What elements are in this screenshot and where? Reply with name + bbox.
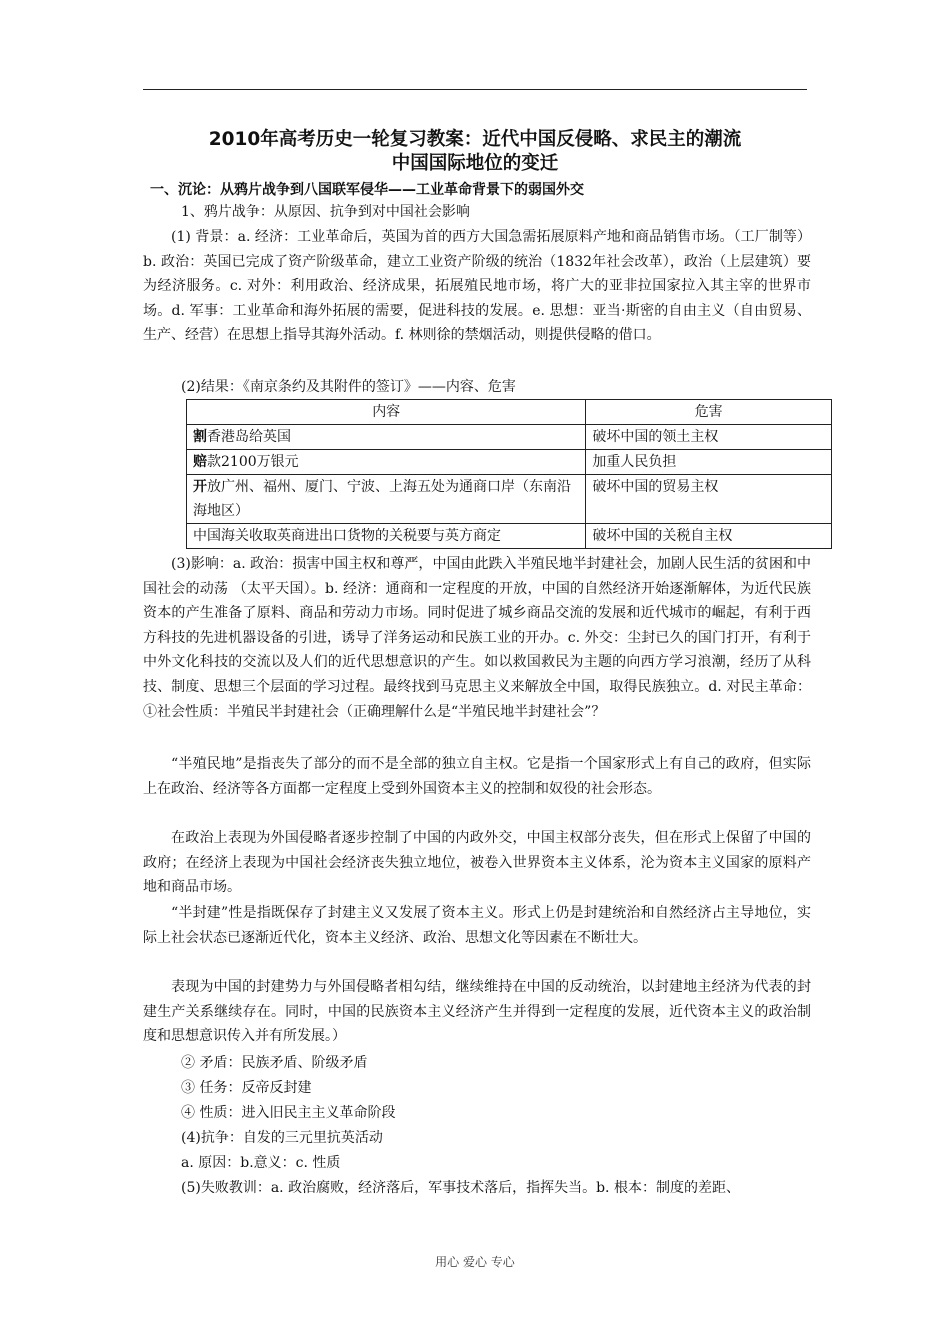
cell-lead-char: 割 <box>193 429 207 445</box>
lessons-line: (5)失败教训：a. 政治腐败，经济落后，军事技术落后，指挥失当。b. 根本：制度的差距、 <box>181 1180 740 1196</box>
struggle-heading: (4)抗争：自发的三元里抗英活动 <box>181 1130 383 1146</box>
column-header-content: 内容 <box>187 400 586 425</box>
table-cell-content: 中国海关收取英商进出口货物的关税要与英方商定 <box>187 524 586 549</box>
page-footer: 用心 爱心 专心 <box>435 1255 515 1269</box>
politics-paragraph: 在政治上表现为外国侵略者逐步控制了中国的内政外交，中国主权部分丧失，但在形式上保留了中国的政府；在经济上表现为中国社会经济丧失独立地位，被卷入世界资本主义体系，沦为资本主义国家的原料产地和商品市场。 <box>143 830 811 896</box>
table-row <box>187 425 832 450</box>
result-heading: (2)结果：《南京条约及其附件的签订》——内容、危害 <box>181 379 516 395</box>
item-contradiction: ② 矛盾：民族矛盾、阶级矛盾 <box>181 1055 368 1071</box>
table-row <box>187 450 832 475</box>
cell-lead-char: 赔 <box>193 454 207 470</box>
doc-title-line1: 2010年高考历史一轮复习教案：近代中国反侵略、求民主的潮流 <box>208 129 742 150</box>
header-rule <box>143 89 807 90</box>
table-cell-harm: 加重人民负担 <box>586 450 832 475</box>
manifest-paragraph: 表现为中国的封建势力与外国侵略者相勾结，继续维持在中国的反动统治，以封建地主经济为代表的封建生产关系继续存在。同时，中国的民族资本主义经济产生并得到一定程度的发展，近代资本主义的政治制度和思想意识传入并有所发展。） <box>143 979 811 1045</box>
table-cell-harm: 破坏中国的贸易主权 <box>586 475 832 524</box>
sub-heading-opium-war: 1、鸦片战争：从原因、抗争到对中国社会影响 <box>181 204 470 220</box>
table-cell-content <box>187 475 586 524</box>
column-header-harm: 危害 <box>586 400 832 425</box>
cell-text: 款2100万银元 <box>207 454 299 470</box>
cell-lead-char: 开 <box>193 479 207 495</box>
table-row <box>187 524 832 549</box>
treaty-table <box>186 399 832 549</box>
struggle-subitems: a. 原因：b.意义：c. 性质 <box>181 1155 341 1171</box>
item-nature: ④ 性质：进入旧民主主义革命阶段 <box>181 1105 396 1121</box>
doc-title-line2: 中国国际地位的变迁 <box>391 153 559 174</box>
semifeudal-paragraph: “半封建”性是指既保存了封建主义又发展了资本主义。形式上仍是封建统治和自然经济占主导地位，实际上社会状态已逐渐近代化，资本主义经济、政治、思想文化等因素在不断壮大。 <box>143 905 811 946</box>
table-cell-harm: 破坏中国的关税自主权 <box>586 524 832 549</box>
table-cell-content <box>187 450 586 475</box>
semicolonial-paragraph: “半殖民地”是指丧失了部分的而不是全部的独立自主权。它是指一个国家形式上有自己的政府，但实际上在政治、经济等各方面都一定程度上受到外国资本主义的控制和奴役的社会形态。 <box>143 756 811 797</box>
table-cell-content <box>187 425 586 450</box>
table-cell-harm: 破坏中国的领土主权 <box>586 425 832 450</box>
section-heading: 一、沉论：从鸦片战争到八国联军侵华——工业革命背景下的弱国外交 <box>150 182 584 198</box>
impact-paragraph: (3)影响：a. 政治：损害中国主权和尊严，中国由此跌入半殖民地半封建社会，加剧人民生活的贫困和中国社会的动荡 （太平天国）。b. 经济：通商和一定程度的开放，中国的自然经济开始逐渐解体，为近代民族资本的产生准备了原料、商品和劳动力市场。同时促进了城乡商品交流的发展和近代城市的崛起，有利于西方科技的先进机器设备的引进，诱导了洋务运动和民族工业的开办。c. 外交：尘封已久的国门打开，有利于中外文化科技的交流以及人们的近代思想意识的产生。如以救国救民为主题的向西方学习浪潮，经历了从科技、制度、思想三个层面的学习过程。最终找到马克思主义来解放全中国，取得民族独立。d. 对民主革命：①社会性质：半殖民半封建社会（正确理解什么是“半殖民地半封建社会”？ <box>143 556 811 720</box>
background-paragraph: (1) 背景：a. 经济：工业革命后，英国为首的西方大国急需拓展原料产地和商品销售市场。（工厂制等）b. 政治：英国已完成了资产阶级革命，建立工业资产阶级的统治（1832年社会改革），政治（上层建筑）要为经济服务。c. 对外：利用政治、经济成果，拓展殖民地市场，将广大的亚非拉国家拉入其主宰的世界市场。d. 军事：工业革命和海外拓展的需要，促进科技的发展。e. 思想：亚当·斯密的自由主义（自由贸易、生产、经营）在思想上指导其海外活动。f. 林则徐的禁烟活动，则提供侵略的借口。 <box>143 229 811 344</box>
cell-text: 香港岛给英国 <box>207 429 291 445</box>
cell-text: 放广州、福州、厦门、宁波、上海五处为通商口岸（东南沿海地区） <box>193 479 571 519</box>
table-row <box>187 475 832 524</box>
table-header-row <box>187 400 832 425</box>
item-task: ③ 任务：反帝反封建 <box>181 1080 312 1096</box>
